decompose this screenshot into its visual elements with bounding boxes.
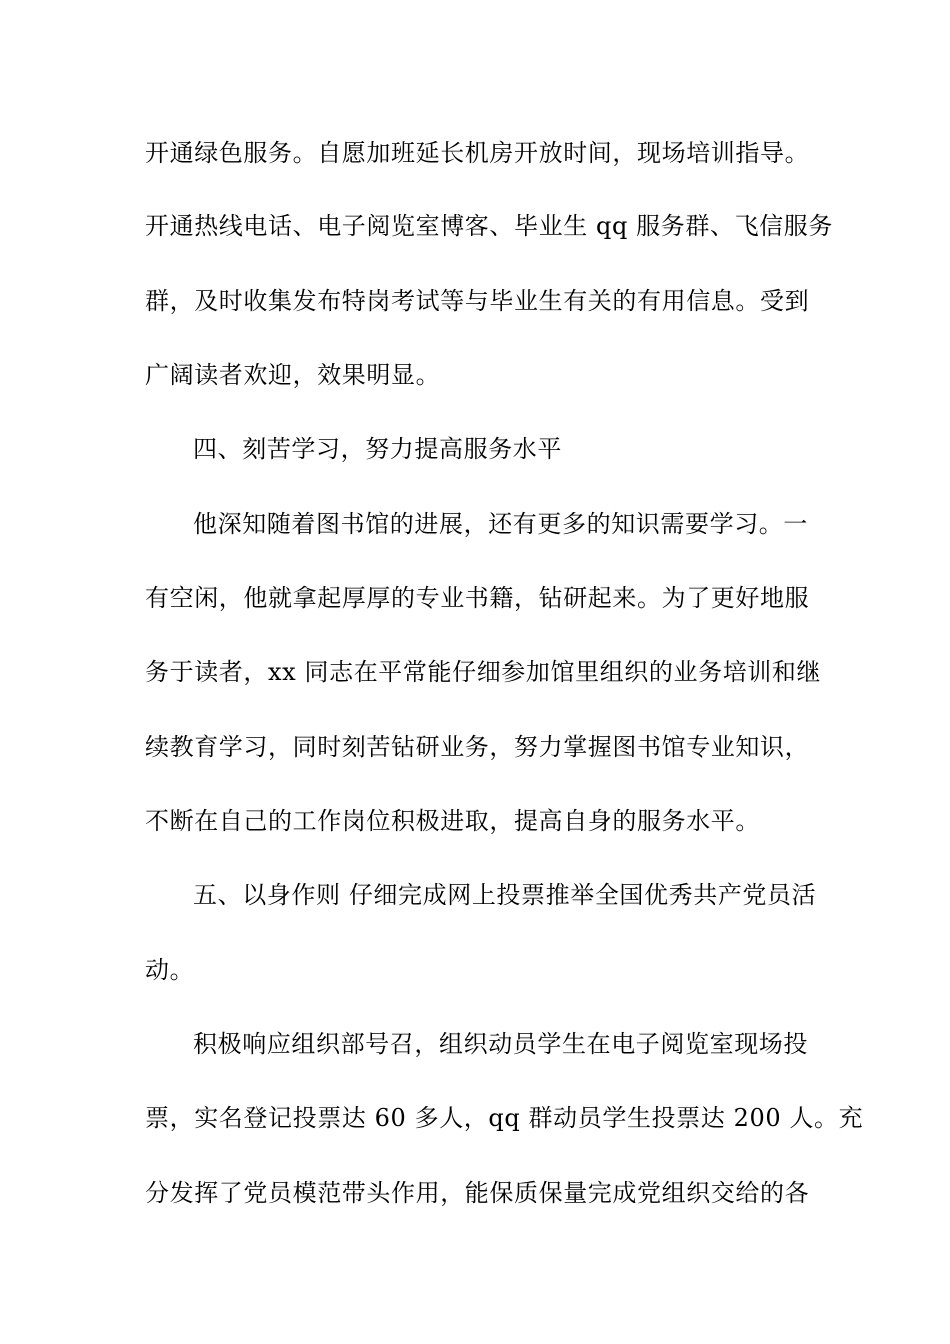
text-line: 续教育学习，同时刻苦钻研业务，努力掌握图书馆专业知识，	[145, 733, 810, 761]
section-heading: 五、以身作则 仔细完成网上投票推举全国优秀共产党员活	[193, 881, 817, 909]
text-line: 有空闲，他就拿起厚厚的专业书籍，钻研起来。为了更好地服	[145, 584, 810, 612]
text-line: 分发挥了党员模范带头作用，能保质保量完成党组织交给的各	[145, 1179, 810, 1207]
text-line: 票，实名登记投票达 60 多人，qq 群动员学生投票达 200 人。充	[145, 1104, 864, 1132]
text-line: 开通绿色服务。自愿加班延长机房开放时间，现场培训指导。	[145, 139, 810, 167]
text-line: 积极响应组织部号召，组织动员学生在电子阅览室现场投	[193, 1030, 808, 1058]
text-line: 不断在自己的工作岗位积极进取，提高自身的服务水平。	[145, 807, 760, 835]
text-line: 群，及时收集发布特岗考试等与毕业生有关的有用信息。受到	[145, 287, 810, 315]
text-line: 他深知随着图书馆的进展，还有更多的知识需要学习。一	[193, 510, 808, 538]
section-heading: 四、刻苦学习，努力提高服务水平	[193, 435, 562, 463]
text-line: 广阔读者欢迎，效果明显。	[145, 361, 441, 389]
text-line: 动。	[145, 956, 195, 984]
text-line: 开通热线电话、电子阅览室博客、毕业生 qq 服务群、飞信服务	[145, 212, 833, 240]
text-line: 务于读者，xx 同志在平常能仔细参加馆里组织的业务培训和继	[145, 658, 822, 686]
